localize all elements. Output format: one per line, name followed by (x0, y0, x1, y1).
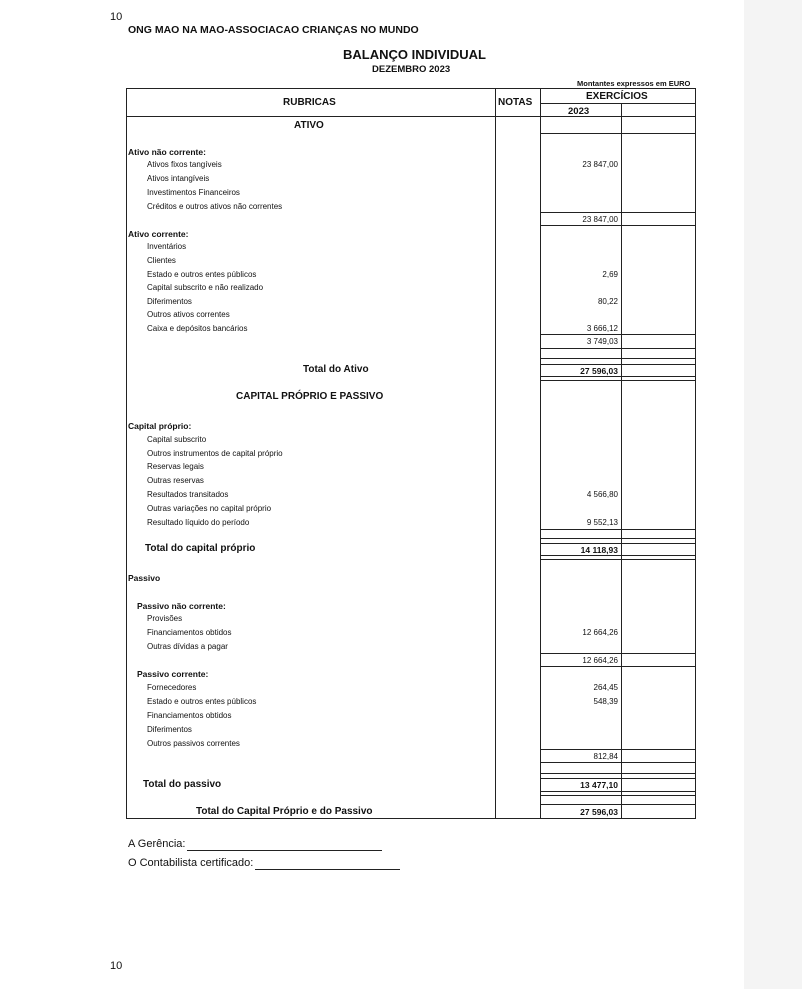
column-header-notas: NOTAS (498, 97, 533, 108)
row-label: Investimentos Financeiros (147, 188, 240, 197)
group-label-passivo: Passivo (128, 573, 161, 583)
subtotal-value: 23 847,00 (582, 215, 618, 224)
row-label: Caixa e depósitos bancários (147, 324, 248, 333)
row-label: Outros passivos correntes (147, 739, 240, 748)
total-ativo-label: Total do Ativo (303, 364, 369, 375)
column-header-exercicios: EXERCÍCIOS (586, 91, 648, 102)
contabilista-signature-line (255, 869, 400, 870)
group-label-capital-proprio: Capital próprio: (128, 421, 192, 431)
row-label: Outras dívidas a pagar (147, 642, 228, 651)
subtotal-value: 12 664,26 (582, 656, 618, 665)
row-value: 2,69 (602, 270, 618, 279)
row-label: Resultados transitados (147, 490, 229, 499)
group-label-ativo-nao-corrente: Ativo não corrente: (128, 147, 206, 157)
row-label: Outros ativos correntes (147, 310, 230, 319)
total-passivo-label: Total do passivo (143, 779, 222, 790)
document-subtitle: DEZEMBRO 2023 (372, 64, 451, 75)
row-label: Financiamentos obtidos (147, 628, 232, 637)
row-value: 264,45 (593, 683, 618, 692)
group-label-passivo-corrente: Passivo corrente: (137, 669, 209, 679)
page-number-top: 10 (110, 11, 123, 23)
organization-name: ONG MAO NA MAO-ASSOCIACAO CRIANÇAS NO MUNDO (128, 24, 419, 36)
column-header-rubricas: RUBRICAS (283, 97, 336, 108)
total-capital-proprio-label: Total do capital próprio (145, 543, 256, 554)
section-heading-ativo: ATIVO (294, 120, 324, 131)
gerencia-signature-line (187, 850, 382, 851)
page-number-bottom: 10 (110, 960, 123, 972)
row-label: Outros instrumentos de capital próprio (147, 449, 283, 458)
row-label: Inventários (147, 242, 187, 251)
row-label: Estado e outros entes públicos (147, 697, 257, 706)
total-capital-proprio-value: 14 118,93 (580, 545, 618, 555)
row-label: Outras variações no capital próprio (147, 504, 272, 513)
row-label: Outras reservas (147, 476, 204, 485)
total-cpp-value: 27 596,03 (580, 807, 618, 817)
document-title: BALANÇO INDIVIDUAL (343, 47, 486, 62)
row-label: Diferimentos (147, 725, 192, 734)
section-heading-cpp: CAPITAL PRÓPRIO E PASSIVO (236, 391, 384, 402)
row-value: 12 664,26 (582, 628, 618, 637)
gerencia-label: A Gerência: (128, 838, 186, 850)
group-label-ativo-corrente: Ativo corrente: (128, 229, 189, 239)
units-note: Montantes expressos em EURO (577, 79, 691, 88)
total-passivo-value: 13 477,10 (580, 780, 618, 790)
row-value: 80,22 (597, 297, 618, 306)
row-label: Ativos intangíveis (147, 174, 210, 183)
row-label: Financiamentos obtidos (147, 711, 232, 720)
contabilista-label: O Contabilista certificado: (128, 857, 254, 869)
row-label: Créditos e outros ativos não correntes (147, 202, 283, 211)
group-label-passivo-nao-corrente: Passivo não corrente: (137, 601, 226, 611)
row-label: Fornecedores (147, 683, 197, 692)
row-label: Capital subscrito (147, 435, 207, 444)
row-label: Provisões (147, 614, 183, 623)
row-label: Reservas legais (147, 462, 204, 471)
row-label: Ativos fixos tangíveis (147, 160, 222, 169)
row-value: 4 566,80 (586, 490, 618, 499)
scan-edge (744, 0, 802, 989)
row-label: Estado e outros entes públicos (147, 270, 257, 279)
row-value: 9 552,13 (586, 518, 618, 527)
row-label: Clientes (147, 256, 176, 265)
row-label: Resultado líquido do período (147, 518, 250, 527)
column-header-year: 2023 (568, 106, 590, 117)
total-ativo-value: 27 596,03 (580, 366, 618, 376)
row-value: 23 847,00 (582, 160, 618, 169)
row-value: 548,39 (593, 697, 618, 706)
row-value: 3 666,12 (586, 324, 618, 333)
row-label: Capital subscrito e não realizado (147, 283, 264, 292)
total-cpp-label: Total do Capital Próprio e do Passivo (196, 806, 373, 817)
subtotal-value: 3 749,03 (586, 337, 618, 346)
subtotal-value: 812,84 (593, 752, 618, 761)
row-label: Diferimentos (147, 297, 192, 306)
